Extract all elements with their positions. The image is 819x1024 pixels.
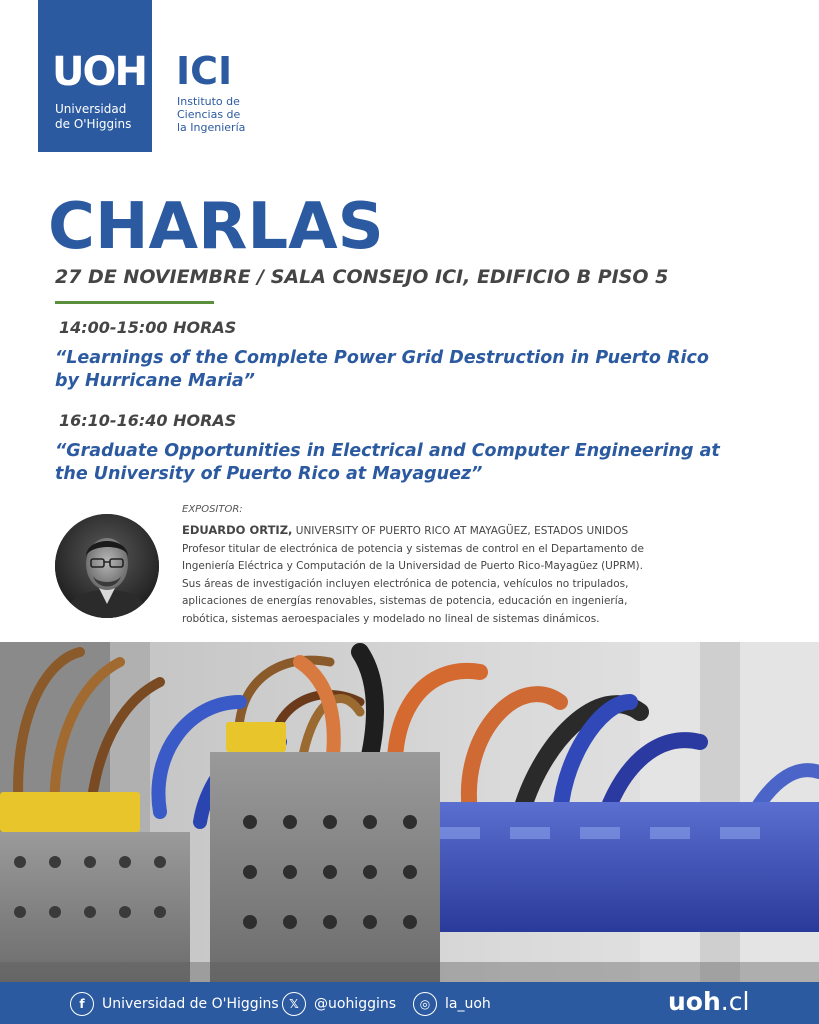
facebook-handle: Universidad de O'Higgins — [102, 996, 279, 1012]
instagram-icon: ◎ — [413, 992, 437, 1016]
ici-name-line3: la Ingeniería — [177, 121, 246, 134]
speaker-portrait-image — [55, 514, 159, 618]
ici-logo-name — [177, 95, 267, 134]
event-title: CHARLAS — [48, 190, 384, 264]
footer-x-link[interactable] — [282, 992, 396, 1016]
talk-2-title-line2: the University of Puerto Rico at Mayaguez” — [55, 464, 483, 484]
ici-name-line1: Instituto de — [177, 95, 240, 108]
footer-instagram-link[interactable] — [413, 992, 491, 1016]
x-handle: @uohiggins — [314, 996, 397, 1012]
footer-facebook-link[interactable] — [70, 992, 279, 1016]
uoh-logo-name — [55, 102, 150, 132]
talk-1-title-line1: “Learnings of the Complete Power Grid Destruction in Puerto Rico — [55, 348, 709, 368]
talk-2-time: 16:10-16:40 HORAS — [59, 411, 237, 430]
speaker-bio-line: Profesor titular de electrónica de potencia y sistemas de control en el Departamento de — [182, 542, 644, 555]
speaker-bio-line: aplicaciones de energías renovables, sistemas de potencia, educación en ingeniería, — [182, 595, 628, 607]
event-date-location: 27 DE NOVIEMBRE / SALA CONSEJO ICI, EDIFICIO B PISO 5 — [55, 266, 669, 288]
uoh-logo-mark: UOH — [52, 49, 146, 95]
website-tld: .cl — [720, 987, 750, 1016]
talk-2-title-line1: “Graduate Opportunities in Electrical and Computer Engineering at — [55, 441, 720, 461]
facebook-icon: f — [70, 992, 94, 1016]
x-twitter-icon: 𝕏 — [282, 992, 306, 1016]
talk-1-title — [55, 347, 735, 393]
speaker-bio-line: robótica, sistemas aeroespaciales y modelado no lineal de sistemas dinámicos. — [182, 612, 600, 625]
instagram-handle: la_uoh — [445, 996, 491, 1012]
uoh-name-line2: de O'Higgins — [55, 117, 132, 131]
website-main: uoh — [668, 987, 721, 1016]
uoh-logo-block — [38, 0, 152, 152]
speaker-bio-line: Ingeniería Eléctrica y Computación de la Universidad de Puerto Rico-Mayagüez (UPRM). — [182, 560, 643, 572]
speaker-heading — [182, 522, 702, 541]
speaker-bio — [182, 522, 702, 628]
speaker-affiliation: UNIVERSITY OF PUERTO RICO AT MAYAGÜEZ, ESTADOS UNIDOS — [295, 525, 629, 537]
talk-2-title — [55, 440, 735, 486]
ici-logo-mark: ICI — [176, 49, 233, 93]
speaker-bio-line: Sus áreas de investigación incluyen electrónica de potencia, vehículos no tripulados, — [182, 577, 629, 590]
speaker-label: EXPOSITOR: — [182, 504, 243, 515]
footer-bar — [0, 982, 819, 1024]
talk-1-title-line2: by Hurricane Maria” — [55, 371, 255, 391]
electrical-panel-photo — [0, 642, 819, 982]
speaker-name: EDUARDO ORTIZ, — [182, 523, 293, 537]
footer-website-link[interactable] — [668, 987, 749, 1016]
divider-rule — [55, 301, 214, 304]
uoh-name-line1: Universidad — [55, 102, 127, 116]
terminal-blocks-image — [0, 642, 819, 982]
talk-1-time: 14:00-15:00 HORAS — [59, 318, 237, 337]
ici-name-line2: Ciencias de — [177, 108, 241, 121]
speaker-avatar — [55, 514, 159, 618]
